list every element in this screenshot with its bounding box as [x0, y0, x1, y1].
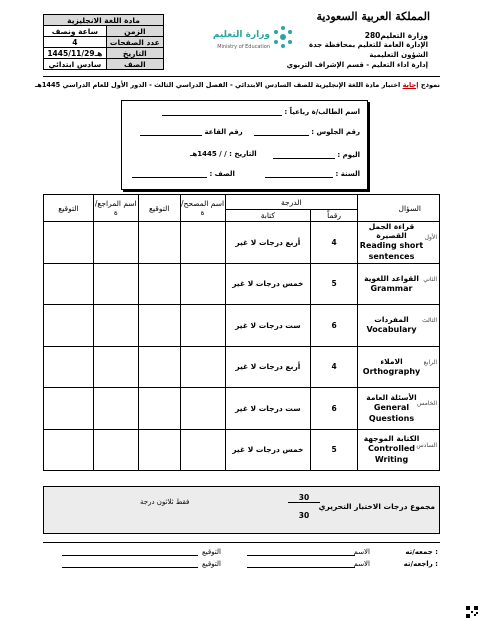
corrector-sign-cell[interactable]: [138, 263, 180, 305]
question-cell: [358, 305, 440, 347]
grade-digits-cell: 5: [311, 263, 358, 305]
corrector-name-cell[interactable]: [180, 429, 225, 471]
subject-cell: مادة اللغة الانجليزية: [44, 15, 164, 26]
seat-row: [254, 128, 360, 136]
col-reviewer-header: اسم المراجع/ة: [93, 195, 138, 222]
reviewer-sign-field[interactable]: [62, 567, 198, 568]
question-title-ar: الكتابة الموجهة: [363, 434, 420, 444]
total-label: مجموع درجات الاختبار التحريري: [318, 502, 435, 511]
question-title-en: General Questions: [368, 402, 415, 423]
info-value: ساعة ونصف: [44, 26, 107, 37]
header-divider: [43, 76, 440, 77]
corrector-sign-cell[interactable]: [138, 346, 180, 388]
title-pre: نموذج: [420, 81, 440, 89]
info-label: الزمن: [106, 26, 163, 37]
info-value: 4: [44, 37, 107, 48]
date-row: [190, 150, 257, 158]
grade-words-cell: أربع درجات لا غير: [225, 222, 311, 264]
ministry-logo-icon: [272, 26, 294, 48]
reviewer-name-label: الاسم: [353, 560, 370, 568]
question-ordinal: الأول: [424, 234, 437, 241]
footer-divider: [43, 542, 440, 543]
hall-row: [140, 128, 243, 136]
day-field[interactable]: [273, 151, 335, 159]
grade-digits-cell: 6: [311, 305, 358, 347]
question-title-en: Orthography: [362, 366, 421, 376]
corrector-sign-cell[interactable]: [138, 388, 180, 430]
reviewer-sign-cell[interactable]: [44, 305, 94, 347]
question-ordinal: السادس: [416, 441, 437, 449]
reviewer-label: راجعه/ته :: [403, 560, 438, 568]
col-words-header: كتابة: [225, 210, 311, 222]
grade-words-cell: خمس درجات لا غير: [225, 429, 311, 471]
corrector-sign-cell[interactable]: [138, 429, 180, 471]
info-value: 1445/11/29هـ: [44, 48, 107, 59]
student-name-row: [162, 108, 360, 116]
grade-words-cell: ست درجات لا غير: [225, 388, 311, 430]
hall-field[interactable]: [140, 128, 202, 136]
grade-words-cell: خمس درجات لا غير: [225, 263, 311, 305]
corrector-name-cell[interactable]: [180, 222, 225, 264]
question-title-en: Vocabulary: [366, 325, 417, 335]
corrector-sign-label: التوقيع: [202, 548, 221, 556]
question-title-en: Grammar: [370, 283, 413, 293]
class-field[interactable]: [132, 170, 207, 178]
col-sign1-header: التوقيع: [138, 195, 180, 222]
question-row: [44, 388, 440, 430]
total-max: 30: [298, 511, 310, 520]
grade-words-cell: ست درجات لا غير: [225, 305, 311, 347]
hall-label: رقم القاعة: [204, 128, 243, 136]
col-corrector-header: اسم المصحح/ة: [180, 195, 225, 222]
header-affairs: الشؤون التعليمية: [369, 51, 428, 59]
seat-field[interactable]: [254, 128, 309, 136]
total-row: [43, 486, 440, 534]
total-value: 30: [288, 493, 320, 503]
question-title-ar: الاملاء: [380, 356, 403, 366]
reviewer-name-cell[interactable]: [93, 222, 138, 264]
title-highlight: إجابة: [402, 81, 419, 89]
qr-code-icon: [466, 606, 478, 618]
ministry-logo: [210, 24, 300, 62]
question-cell: [358, 388, 440, 430]
header-ministry: وزارة التعليم280: [364, 31, 428, 40]
kingdom-logo: المملكة العربية السعودية: [316, 10, 430, 23]
question-row: [44, 429, 440, 471]
day-row: [273, 151, 360, 159]
exam-info-box: [43, 14, 164, 70]
grade-digits-cell: 6: [311, 388, 358, 430]
reviewer-sign-cell[interactable]: [44, 388, 94, 430]
question-cell: [358, 222, 440, 264]
grade-digits-cell: 4: [311, 222, 358, 264]
question-ordinal: الرابع: [423, 358, 437, 366]
question-cell: [358, 263, 440, 305]
info-label: الصف: [106, 59, 163, 70]
corrector-name-cell[interactable]: [180, 388, 225, 430]
reviewer-name-cell[interactable]: [93, 429, 138, 471]
corrector-sign-field[interactable]: [62, 555, 198, 556]
grade-digits-cell: 4: [311, 346, 358, 388]
total-words: فقط ثلاثون درجة: [140, 498, 190, 506]
reviewer-name-cell[interactable]: [93, 346, 138, 388]
grade-words-cell: أربع درجات لا غير: [225, 346, 311, 388]
col-question-header: السؤال: [358, 195, 440, 222]
corrector-name-label: الاسم: [353, 548, 370, 556]
col-digits-header: رقماً: [311, 210, 358, 222]
title-rest: اختبار مادة اللغة الإنجليزية للصف السادس الابتدائي - الفصل الدراسي الثالث - الدور الأول للعام الدراسي 1445هـ: [35, 81, 401, 89]
day-label: اليوم :: [337, 151, 360, 159]
year-field[interactable]: [265, 170, 333, 178]
date-label: التاريخ :: [229, 150, 257, 158]
info-label: التاريخ: [106, 48, 163, 59]
corrector-sign-cell[interactable]: [138, 305, 180, 347]
exam-title: [35, 81, 440, 89]
header-admin: الإدارة العامة للتعليم بمحافظة جدة: [308, 41, 428, 49]
question-title-ar: الأسئلة العامة: [366, 392, 417, 402]
info-value: سادس ابتدائي: [44, 59, 107, 70]
reviewer-sign-cell[interactable]: [44, 346, 94, 388]
corrector-name-field[interactable]: [247, 555, 355, 556]
class-label: الصف :: [209, 170, 235, 178]
reviewer-name-cell[interactable]: [93, 388, 138, 430]
ministry-logo-en: Ministry of Education: [217, 44, 270, 50]
header-dept: إدارة اداء التعليم - قسم الإشراف التربوي: [286, 61, 428, 69]
grade-digits-cell: 5: [311, 429, 358, 471]
question-cell: [358, 429, 440, 471]
col-sign2-header: التوقيع: [44, 195, 94, 222]
reviewer-name-cell[interactable]: [93, 263, 138, 305]
reviewer-sign-cell[interactable]: [44, 222, 94, 264]
corrector-label: جمعه/ته :: [405, 548, 438, 556]
reviewer-sign-cell[interactable]: [44, 263, 94, 305]
info-label: عدد الصفحات: [106, 37, 163, 48]
question-row: [44, 222, 440, 264]
student-name-label: اسم الطالب/ة رباعياً :: [284, 108, 360, 116]
col-grade-header: الدرجة: [225, 195, 357, 210]
question-row: [44, 305, 440, 347]
ministry-logo-ar: وزارة التعليم: [212, 30, 270, 40]
corrector-name-cell[interactable]: [180, 263, 225, 305]
seat-label: رقم الجلوس :: [311, 128, 360, 136]
corrector-name-cell[interactable]: [180, 346, 225, 388]
date-value: / / 1445هـ: [190, 150, 227, 158]
question-title-ar: المفردات: [374, 315, 409, 325]
year-label: السنة :: [335, 170, 360, 178]
class-row: [132, 170, 235, 178]
question-ordinal: الخامس: [416, 400, 437, 407]
question-cell: [358, 346, 440, 388]
grade-table: [43, 194, 440, 471]
reviewer-sign-cell[interactable]: [44, 429, 94, 471]
question-row: [44, 263, 440, 305]
question-title-ar: القواعد اللغوية: [364, 273, 419, 283]
corrector-sign-cell[interactable]: [138, 222, 180, 264]
year-row: [265, 170, 360, 178]
question-row: [44, 346, 440, 388]
reviewer-name-field[interactable]: [247, 567, 355, 568]
question-title-en: Reading short sentences: [359, 241, 424, 262]
question-ordinal: الثاني: [423, 275, 437, 283]
question-title-en: Controlled Writing: [368, 444, 415, 465]
question-ordinal: الثالث: [422, 317, 437, 324]
reviewer-sign-label: التوقيع: [202, 560, 221, 568]
question-title-ar: قراءة الجمل القصيرة: [368, 222, 415, 241]
corrector-name-cell[interactable]: [180, 305, 225, 347]
student-name-field[interactable]: [162, 108, 282, 116]
reviewer-name-cell[interactable]: [93, 305, 138, 347]
